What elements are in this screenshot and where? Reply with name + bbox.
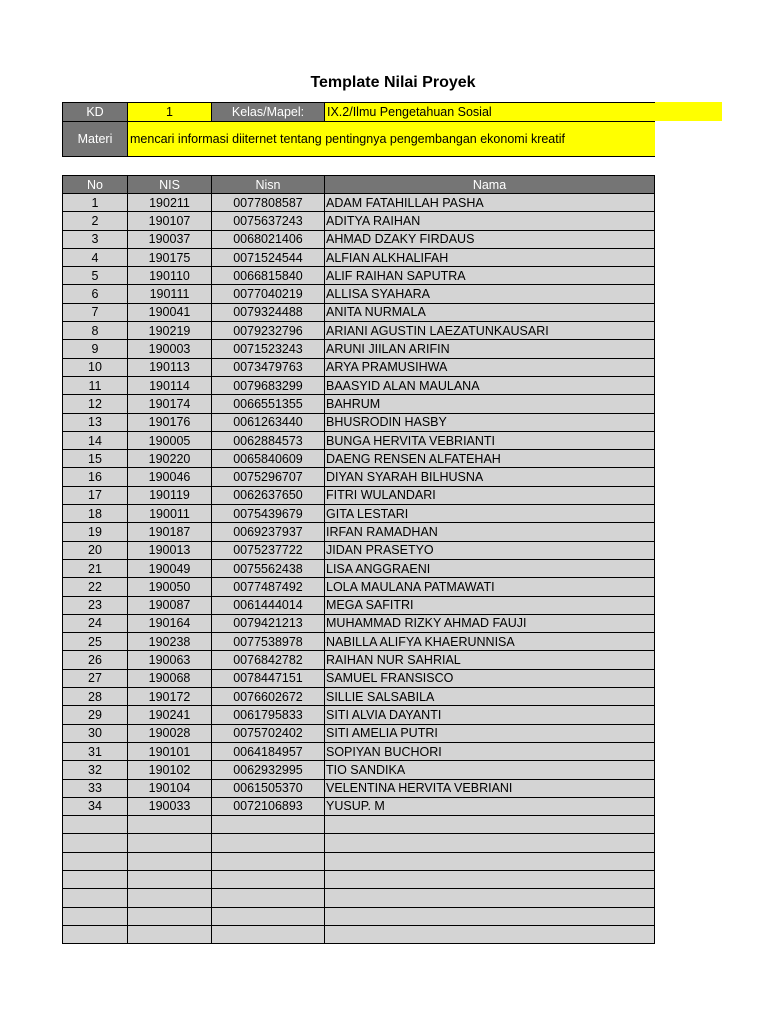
row-no-cell[interactable]: 27: [63, 669, 128, 687]
row-nama-cell[interactable]: ALLISA SYAHARA: [325, 285, 655, 303]
row-no-cell[interactable]: 15: [63, 450, 128, 468]
row-nama-cell[interactable]: RAIHAN NUR SAHRIAL: [325, 651, 655, 669]
row-no-cell[interactable]: 9: [63, 340, 128, 358]
row-nis-cell[interactable]: 190049: [128, 559, 212, 577]
row-no-cell[interactable]: 22: [63, 578, 128, 596]
table-row: [63, 889, 655, 907]
row-no-cell[interactable]: 34: [63, 797, 128, 815]
table-row: [63, 413, 655, 431]
row-nisn-cell[interactable]: 0079421213: [212, 614, 325, 632]
row-no-cell[interactable]: 7: [63, 303, 128, 321]
table-row: [63, 779, 655, 797]
row-no-cell[interactable]: 16: [63, 468, 128, 486]
table-row: [63, 651, 655, 669]
row-nama-cell[interactable]: [325, 852, 655, 870]
row-nama-cell[interactable]: LISA ANGGRAENI: [325, 559, 655, 577]
table-row: [63, 486, 655, 504]
table-row: [63, 578, 655, 596]
student-table: [62, 175, 655, 944]
row-nis-cell[interactable]: 190220: [128, 450, 212, 468]
row-nis-cell[interactable]: 190172: [128, 688, 212, 706]
row-nis-cell[interactable]: 190028: [128, 724, 212, 742]
row-no-cell[interactable]: 24: [63, 614, 128, 632]
row-nisn-cell[interactable]: 0077808587: [212, 194, 325, 212]
table-row: [63, 523, 655, 541]
row-nisn-cell[interactable]: 0066815840: [212, 267, 325, 285]
table-row: [63, 450, 655, 468]
row-no-cell[interactable]: 12: [63, 395, 128, 413]
row-nis-cell[interactable]: 190187: [128, 523, 212, 541]
row-nis-cell[interactable]: 190114: [128, 376, 212, 394]
row-nisn-cell[interactable]: 0071524544: [212, 248, 325, 266]
row-nisn-cell[interactable]: 0064184957: [212, 742, 325, 760]
row-no-cell[interactable]: 18: [63, 505, 128, 523]
header-nama: Nama: [325, 176, 655, 194]
row-nisn-cell[interactable]: [212, 925, 325, 943]
row-nisn-cell[interactable]: 0079232796: [212, 322, 325, 340]
page-title: Template Nilai Proyek: [310, 74, 476, 91]
table-row: [63, 505, 655, 523]
row-nis-cell[interactable]: 190175: [128, 248, 212, 266]
materi-row: [63, 122, 655, 157]
table-row: [63, 797, 655, 815]
row-no-cell[interactable]: 8: [63, 322, 128, 340]
table-row: [63, 761, 655, 779]
materi-label: Materi: [63, 122, 128, 157]
row-nis-cell[interactable]: 190050: [128, 578, 212, 596]
row-nama-cell[interactable]: [325, 834, 655, 852]
row-nisn-cell[interactable]: 0075296707: [212, 468, 325, 486]
row-nama-cell[interactable]: BAASYID ALAN MAULANA: [325, 376, 655, 394]
row-nama-cell[interactable]: [325, 816, 655, 834]
row-nisn-cell[interactable]: [212, 816, 325, 834]
table-row: [63, 468, 655, 486]
row-no-cell[interactable]: 2: [63, 212, 128, 230]
table-row: [63, 248, 655, 266]
table-row: [63, 596, 655, 614]
row-nisn-cell[interactable]: [212, 889, 325, 907]
row-nis-cell[interactable]: 190176: [128, 413, 212, 431]
kelas-highlight-extension: [654, 102, 722, 121]
row-nisn-cell[interactable]: 0078447151: [212, 669, 325, 687]
table-row: [63, 559, 655, 577]
row-no-cell[interactable]: 33: [63, 779, 128, 797]
row-nama-cell[interactable]: VELENTINA HERVITA VEBRIANI: [325, 779, 655, 797]
row-no-cell[interactable]: 3: [63, 230, 128, 248]
row-nis-cell[interactable]: 190003: [128, 340, 212, 358]
row-no-cell[interactable]: [63, 870, 128, 888]
row-nama-cell[interactable]: ANITA NURMALA: [325, 303, 655, 321]
row-nama-cell[interactable]: ARIANI AGUSTIN LAEZATUNKAUSARI: [325, 322, 655, 340]
row-nama-cell[interactable]: MEGA SAFITRI: [325, 596, 655, 614]
row-nis-cell[interactable]: 190041: [128, 303, 212, 321]
row-nis-cell[interactable]: 190211: [128, 194, 212, 212]
table-row: [63, 541, 655, 559]
row-nisn-cell[interactable]: 0079324488: [212, 303, 325, 321]
row-nama-cell[interactable]: LOLA MAULANA PATMAWATI: [325, 578, 655, 596]
materi-value[interactable]: mencari informasi diiternet tentang pentingnya pengembangan ekonomi kreatif: [128, 122, 655, 157]
kd-label: KD: [63, 103, 128, 122]
row-nis-cell[interactable]: 190107: [128, 212, 212, 230]
row-nama-cell[interactable]: NABILLA ALIFYA KHAERUNNISA: [325, 633, 655, 651]
row-no-cell[interactable]: [63, 816, 128, 834]
kelas-value[interactable]: IX.2/Ilmu Pengetahuan Sosial: [325, 103, 655, 122]
row-nisn-cell[interactable]: 0077538978: [212, 633, 325, 651]
kelas-label: Kelas/Mapel:: [212, 103, 325, 122]
row-nama-cell[interactable]: [325, 907, 655, 925]
row-nisn-cell[interactable]: 0077040219: [212, 285, 325, 303]
table-row: [63, 267, 655, 285]
table-row: [63, 322, 655, 340]
row-nisn-cell[interactable]: 0062884573: [212, 431, 325, 449]
row-no-cell[interactable]: 29: [63, 706, 128, 724]
row-nis-cell[interactable]: 190046: [128, 468, 212, 486]
row-nama-cell[interactable]: ARUNI JIILAN ARIFIN: [325, 340, 655, 358]
row-no-cell[interactable]: [63, 907, 128, 925]
row-nis-cell[interactable]: 190164: [128, 614, 212, 632]
row-nis-cell[interactable]: 190119: [128, 486, 212, 504]
row-nis-cell[interactable]: 190087: [128, 596, 212, 614]
row-nisn-cell[interactable]: 0075439679: [212, 505, 325, 523]
row-nisn-cell[interactable]: 0065840609: [212, 450, 325, 468]
table-row: [63, 907, 655, 925]
row-no-cell[interactable]: 26: [63, 651, 128, 669]
table-row: [63, 194, 655, 212]
row-no-cell[interactable]: [63, 925, 128, 943]
row-no-cell[interactable]: 17: [63, 486, 128, 504]
row-no-cell[interactable]: 10: [63, 358, 128, 376]
row-nisn-cell[interactable]: 0075702402: [212, 724, 325, 742]
row-nama-cell[interactable]: BAHRUM: [325, 395, 655, 413]
table-body: [63, 194, 655, 944]
table-row: [63, 431, 655, 449]
row-nisn-cell[interactable]: 0071523243: [212, 340, 325, 358]
row-nisn-cell[interactable]: [212, 834, 325, 852]
kd-value[interactable]: 1: [128, 103, 212, 122]
header-no: No: [63, 176, 128, 194]
row-nisn-cell[interactable]: 0073479763: [212, 358, 325, 376]
row-nama-cell[interactable]: AHMAD DZAKY FIRDAUS: [325, 230, 655, 248]
row-nis-cell[interactable]: 190104: [128, 779, 212, 797]
row-nis-cell[interactable]: [128, 889, 212, 907]
row-nama-cell[interactable]: YUSUP. M: [325, 797, 655, 815]
row-nisn-cell[interactable]: 0076602672: [212, 688, 325, 706]
row-nisn-cell[interactable]: 0068021406: [212, 230, 325, 248]
row-no-cell[interactable]: 30: [63, 724, 128, 742]
table-row: [63, 340, 655, 358]
row-nama-cell[interactable]: [325, 889, 655, 907]
table-row: [63, 395, 655, 413]
table-row: [63, 614, 655, 632]
row-nis-cell[interactable]: 190110: [128, 267, 212, 285]
row-nama-cell[interactable]: JIDAN PRASETYO: [325, 541, 655, 559]
row-nama-cell[interactable]: TIO SANDIKA: [325, 761, 655, 779]
header-nisn: Nisn: [212, 176, 325, 194]
row-nisn-cell[interactable]: 0075637243: [212, 212, 325, 230]
row-no-cell[interactable]: [63, 852, 128, 870]
row-nama-cell[interactable]: DIYAN SYARAH BILHUSNA: [325, 468, 655, 486]
row-no-cell[interactable]: 4: [63, 248, 128, 266]
row-no-cell[interactable]: 6: [63, 285, 128, 303]
row-nisn-cell[interactable]: [212, 907, 325, 925]
row-nis-cell[interactable]: 190113: [128, 358, 212, 376]
row-no-cell[interactable]: 25: [63, 633, 128, 651]
row-no-cell[interactable]: 28: [63, 688, 128, 706]
row-nama-cell[interactable]: MUHAMMAD RIZKY AHMAD FAUJI: [325, 614, 655, 632]
row-nama-cell[interactable]: SAMUEL FRANSISCO: [325, 669, 655, 687]
row-nis-cell[interactable]: 190101: [128, 742, 212, 760]
row-nama-cell[interactable]: [325, 870, 655, 888]
table-row: [63, 688, 655, 706]
row-nama-cell[interactable]: ARYA PRAMUSIHWA: [325, 358, 655, 376]
row-nisn-cell[interactable]: [212, 852, 325, 870]
table-row: [63, 742, 655, 760]
table-row: [63, 669, 655, 687]
row-nisn-cell[interactable]: 0061505370: [212, 779, 325, 797]
row-nisn-cell[interactable]: 0079683299: [212, 376, 325, 394]
row-no-cell[interactable]: 13: [63, 413, 128, 431]
row-no-cell[interactable]: 20: [63, 541, 128, 559]
row-nama-cell[interactable]: ADAM FATAHILLAH PASHA: [325, 194, 655, 212]
row-nis-cell[interactable]: 190037: [128, 230, 212, 248]
row-no-cell[interactable]: [63, 889, 128, 907]
row-nis-cell[interactable]: 190033: [128, 797, 212, 815]
row-nis-cell[interactable]: 190238: [128, 633, 212, 651]
table-row: [63, 376, 655, 394]
row-no-cell[interactable]: 14: [63, 431, 128, 449]
table-row: [63, 706, 655, 724]
row-nis-cell[interactable]: 190111: [128, 285, 212, 303]
row-no-cell[interactable]: 11: [63, 376, 128, 394]
row-nisn-cell[interactable]: 0077487492: [212, 578, 325, 596]
kd-row: [63, 103, 655, 122]
row-nisn-cell[interactable]: 0075237722: [212, 541, 325, 559]
header-nis: NIS: [128, 176, 212, 194]
table-row: [63, 724, 655, 742]
row-nama-cell[interactable]: SITI ALVIA DAYANTI: [325, 706, 655, 724]
table-row: [63, 633, 655, 651]
row-nama-cell[interactable]: SITI AMELIA PUTRI: [325, 724, 655, 742]
row-nama-cell[interactable]: DAENG RENSEN ALFATEHAH: [325, 450, 655, 468]
info-table: [62, 102, 655, 157]
table-row: [63, 303, 655, 321]
table-row: [63, 870, 655, 888]
row-nisn-cell[interactable]: 0062637650: [212, 486, 325, 504]
row-nis-cell[interactable]: 190241: [128, 706, 212, 724]
row-no-cell[interactable]: 5: [63, 267, 128, 285]
row-no-cell[interactable]: 21: [63, 559, 128, 577]
row-nis-cell[interactable]: 190005: [128, 431, 212, 449]
row-nisn-cell[interactable]: 0062932995: [212, 761, 325, 779]
row-nisn-cell[interactable]: 0075562438: [212, 559, 325, 577]
row-nis-cell[interactable]: 190174: [128, 395, 212, 413]
row-nis-cell[interactable]: 190063: [128, 651, 212, 669]
table-row: [63, 358, 655, 376]
table-row: [63, 834, 655, 852]
row-nama-cell[interactable]: IRFAN RAMADHAN: [325, 523, 655, 541]
table-row: [63, 925, 655, 943]
row-nama-cell[interactable]: GITA LESTARI: [325, 505, 655, 523]
row-nama-cell[interactable]: ALFIAN ALKHALIFAH: [325, 248, 655, 266]
row-nama-cell[interactable]: ALIF RAIHAN SAPUTRA: [325, 267, 655, 285]
row-nisn-cell[interactable]: 0061444014: [212, 596, 325, 614]
row-nisn-cell[interactable]: 0072106893: [212, 797, 325, 815]
row-nis-cell[interactable]: [128, 925, 212, 943]
row-no-cell[interactable]: 19: [63, 523, 128, 541]
table-row: [63, 816, 655, 834]
row-nisn-cell[interactable]: 0061795833: [212, 706, 325, 724]
row-nama-cell[interactable]: BHUSRODIN HASBY: [325, 413, 655, 431]
row-no-cell[interactable]: [63, 834, 128, 852]
row-nis-cell[interactable]: [128, 816, 212, 834]
table-header-row: [63, 176, 655, 194]
row-no-cell[interactable]: 31: [63, 742, 128, 760]
row-nis-cell[interactable]: 190068: [128, 669, 212, 687]
table-row: [63, 285, 655, 303]
row-nis-cell[interactable]: 190013: [128, 541, 212, 559]
row-nama-cell[interactable]: [325, 925, 655, 943]
table-row: [63, 230, 655, 248]
row-nisn-cell[interactable]: 0076842782: [212, 651, 325, 669]
row-nis-cell[interactable]: [128, 834, 212, 852]
row-nis-cell[interactable]: 190102: [128, 761, 212, 779]
row-no-cell[interactable]: 32: [63, 761, 128, 779]
row-nis-cell[interactable]: [128, 907, 212, 925]
row-nisn-cell[interactable]: [212, 870, 325, 888]
row-nisn-cell[interactable]: 0066551355: [212, 395, 325, 413]
row-nis-cell[interactable]: [128, 852, 212, 870]
row-nis-cell[interactable]: 190011: [128, 505, 212, 523]
row-nama-cell[interactable]: BUNGA HERVITA VEBRIANTI: [325, 431, 655, 449]
row-nama-cell[interactable]: SOPIYAN BUCHORI: [325, 742, 655, 760]
row-nisn-cell[interactable]: 0069237937: [212, 523, 325, 541]
row-no-cell[interactable]: 1: [63, 194, 128, 212]
row-nisn-cell[interactable]: 0061263440: [212, 413, 325, 431]
row-nama-cell[interactable]: FITRI WULANDARI: [325, 486, 655, 504]
row-nama-cell[interactable]: ADITYA RAIHAN: [325, 212, 655, 230]
row-nis-cell[interactable]: [128, 870, 212, 888]
row-nama-cell[interactable]: SILLIE SALSABILA: [325, 688, 655, 706]
table-row: [63, 212, 655, 230]
row-nis-cell[interactable]: 190219: [128, 322, 212, 340]
row-no-cell[interactable]: 23: [63, 596, 128, 614]
table-row: [63, 852, 655, 870]
